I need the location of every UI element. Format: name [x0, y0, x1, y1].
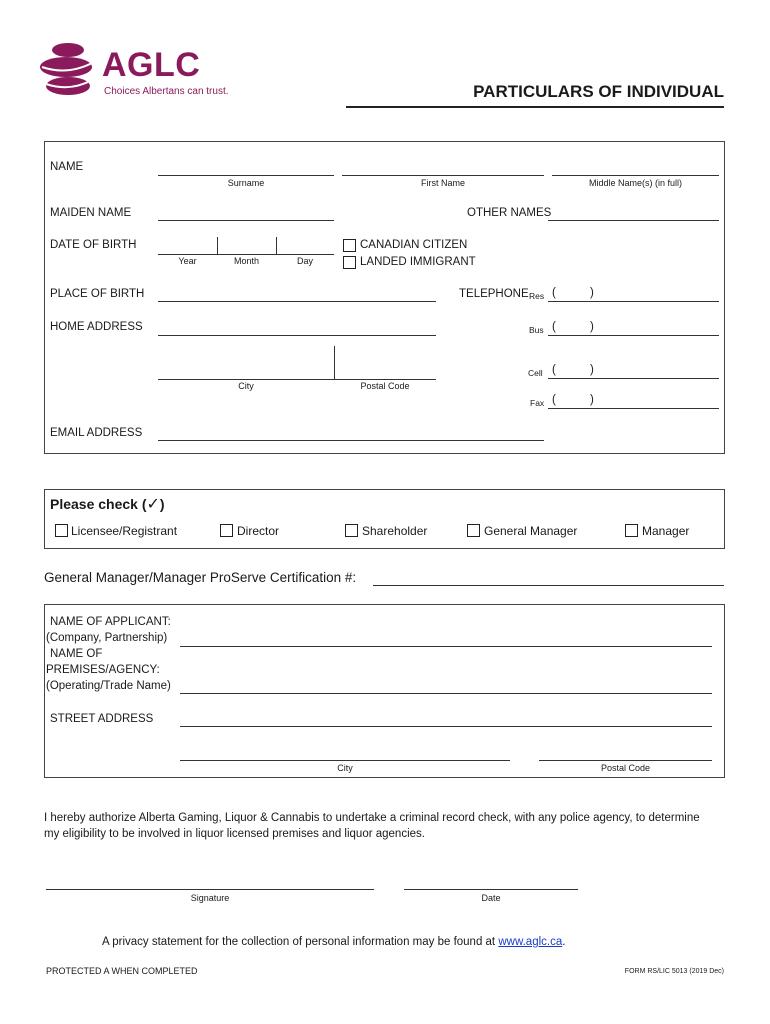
- title-underline: [346, 106, 724, 108]
- general-manager-label: General Manager: [484, 524, 578, 538]
- operating-trade-name-label: (Operating/Trade Name): [46, 680, 171, 692]
- signature-caption: Signature: [190, 893, 230, 903]
- dob-divider: [217, 237, 218, 254]
- bus-close-paren: ): [590, 321, 594, 333]
- other-names-label: OTHER NAMES: [467, 207, 552, 219]
- address-postal-caption: Postal Code: [360, 381, 410, 391]
- street-address-label: STREET ADDRESS: [50, 713, 154, 725]
- checkmark-icon: ✓: [146, 496, 160, 513]
- home-address-label: HOME ADDRESS: [50, 321, 143, 333]
- maiden-name-input[interactable]: [158, 220, 334, 221]
- bus-label: Bus: [529, 325, 544, 335]
- premises-name-input[interactable]: [180, 693, 712, 694]
- applicant-city-input[interactable]: [180, 760, 510, 761]
- landed-immigrant-label: LANDED IMMIGRANT: [360, 256, 476, 268]
- landed-immigrant-checkbox[interactable]: [343, 256, 356, 269]
- middle-name-input[interactable]: [552, 175, 719, 176]
- please-check-close: ): [159, 496, 165, 512]
- licensee-registrant-checkbox[interactable]: [55, 524, 68, 537]
- brand-tagline: Choices Albertans can trust.: [104, 86, 229, 97]
- year-caption: Year: [178, 256, 197, 266]
- applicant-name-input[interactable]: [180, 646, 712, 647]
- licensee-registrant-label: Licensee/Registrant: [71, 524, 178, 538]
- applicant-city-caption: City: [337, 763, 353, 773]
- manager-checkbox[interactable]: [625, 524, 638, 537]
- cell-label: Cell: [528, 368, 543, 378]
- date-caption: Date: [481, 893, 501, 903]
- res-close-paren: ): [590, 287, 594, 299]
- cell-close-paren: ): [590, 364, 594, 376]
- other-names-input[interactable]: [548, 220, 719, 221]
- name-label: NAME: [50, 161, 84, 173]
- manager-label: Manager: [642, 524, 690, 538]
- company-partnership-label: (Company, Partnership): [46, 632, 168, 644]
- first-name-caption: First Name: [420, 178, 465, 188]
- director-label: Director: [237, 524, 280, 538]
- email-address-input[interactable]: [158, 440, 544, 441]
- privacy-statement: [102, 936, 565, 948]
- director-checkbox[interactable]: [220, 524, 233, 537]
- address-city-caption: City: [238, 381, 254, 391]
- date-input[interactable]: [404, 889, 578, 890]
- privacy-text: A privacy statement for the collection of personal information may be found at: [102, 936, 499, 948]
- page-title: PARTICULARS OF INDIVIDUAL: [473, 82, 724, 101]
- please-check-text: Please check (: [50, 496, 147, 512]
- fax-open-paren: (: [552, 394, 556, 406]
- canadian-citizen-label: CANADIAN CITIZEN: [360, 239, 468, 251]
- middle-name-caption: Middle Name(s) (in full): [588, 178, 683, 188]
- surname-caption: Surname: [227, 178, 265, 188]
- place-of-birth-label: PLACE OF BIRTH: [50, 288, 145, 300]
- shareholder-checkbox[interactable]: [345, 524, 358, 537]
- maiden-name-label: MAIDEN NAME: [50, 207, 132, 219]
- email-address-label: EMAIL ADDRESS: [50, 427, 143, 439]
- privacy-end: .: [562, 936, 566, 948]
- shareholder-label: Shareholder: [362, 524, 428, 538]
- cell-phone-input[interactable]: [548, 378, 719, 379]
- proserve-certification-input[interactable]: [373, 585, 724, 586]
- day-caption: Day: [296, 256, 313, 266]
- applicant-postal-code-input[interactable]: [539, 760, 712, 761]
- city-postal-divider: [334, 346, 335, 379]
- proserve-certification-label: General Manager/Manager ProServe Certification #:: [44, 570, 357, 585]
- street-address-input[interactable]: [180, 726, 712, 727]
- bus-open-paren: (: [552, 321, 556, 333]
- fax-close-paren: ): [590, 394, 594, 406]
- fax-label: Fax: [530, 398, 545, 408]
- place-of-birth-input[interactable]: [158, 301, 436, 302]
- name-of-label: NAME OF: [50, 648, 103, 660]
- please-check-heading: [50, 494, 165, 514]
- fax-phone-input[interactable]: [548, 408, 719, 409]
- first-name-input[interactable]: [342, 175, 544, 176]
- month-caption: Month: [233, 256, 259, 266]
- name-of-applicant-label: NAME OF APPLICANT:: [50, 616, 171, 628]
- res-label: Res: [529, 291, 545, 301]
- protected-notice: PROTECTED A WHEN COMPLETED: [46, 966, 198, 976]
- authorization-line-2: my eligibility to be involved in liquor licensed premises and liquor agencies.: [44, 828, 425, 840]
- authorization-line-1: I hereby authorize Alberta Gaming, Liquor & Cannabis to undertake a criminal record check, with any police agency, to determine: [44, 812, 700, 824]
- signature-input[interactable]: [46, 889, 374, 890]
- general-manager-checkbox[interactable]: [467, 524, 480, 537]
- date-of-birth-label: DATE OF BIRTH: [50, 239, 137, 251]
- telephone-label: TELEPHONE: [459, 288, 529, 300]
- form-number: FORM RS/LIC 5013 (2019 Dec): [624, 968, 724, 975]
- res-phone-input[interactable]: [548, 301, 719, 302]
- dob-divider: [276, 237, 277, 254]
- address-city-input[interactable]: [158, 379, 436, 380]
- brand-name: AGLC: [102, 46, 201, 84]
- cell-open-paren: (: [552, 364, 556, 376]
- aglc-logo-mark-icon: [38, 40, 100, 102]
- res-open-paren: (: [552, 287, 556, 299]
- surname-input[interactable]: [158, 175, 334, 176]
- applicant-postal-code-caption: Postal Code: [600, 763, 651, 773]
- canadian-citizen-checkbox[interactable]: [343, 239, 356, 252]
- aglc-website-link[interactable]: www.aglc.ca: [498, 936, 563, 948]
- date-of-birth-input[interactable]: [158, 254, 334, 255]
- home-address-input[interactable]: [158, 335, 436, 336]
- bus-phone-input[interactable]: [548, 335, 719, 336]
- premises-agency-label: PREMISES/AGENCY:: [46, 664, 160, 676]
- aglc-logo: [38, 40, 238, 104]
